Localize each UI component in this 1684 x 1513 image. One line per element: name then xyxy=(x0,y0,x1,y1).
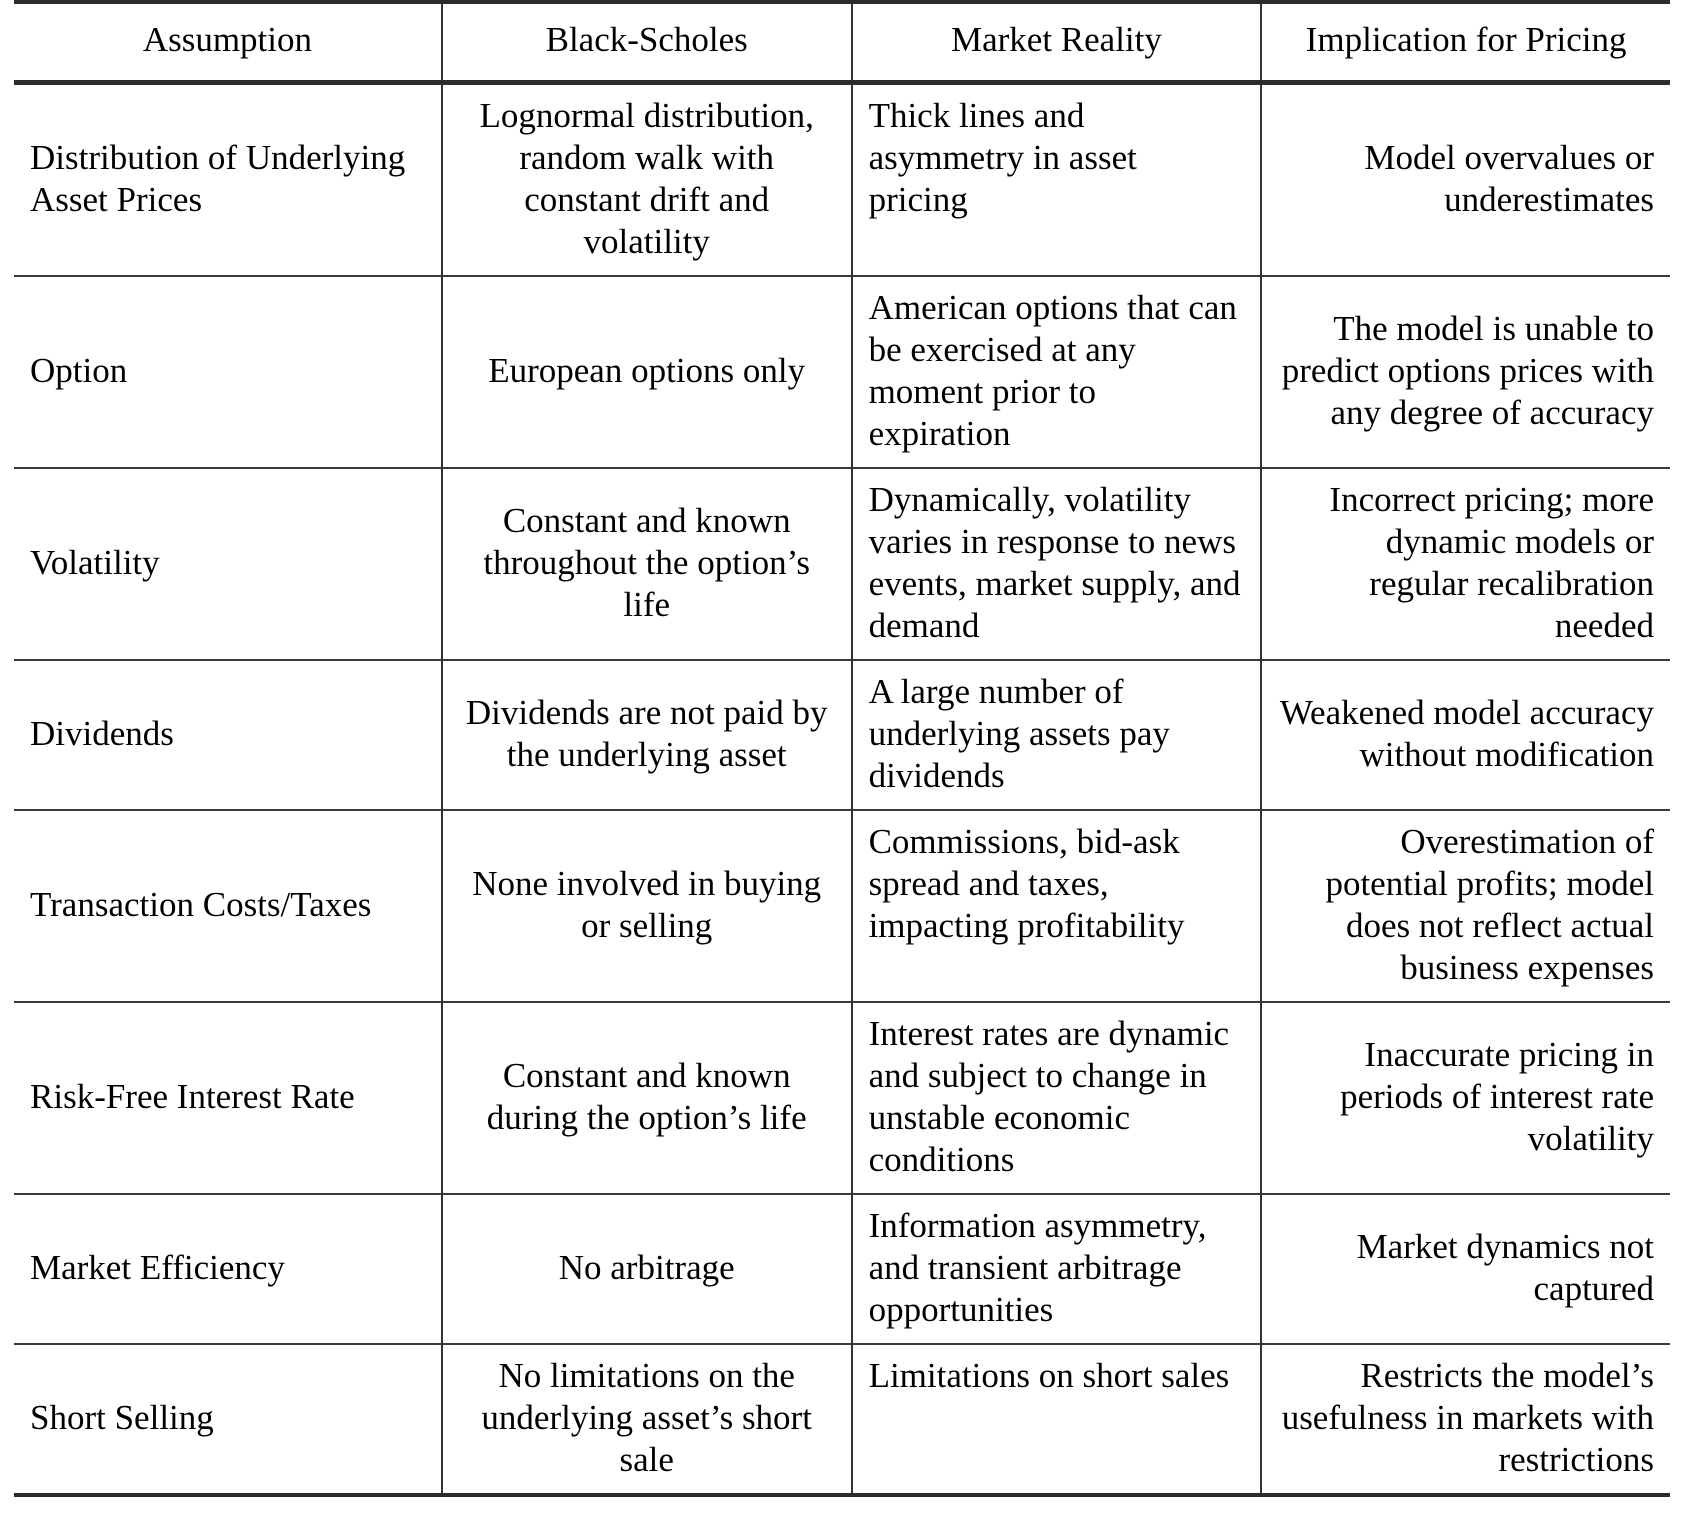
column-header-assumption: Assumption xyxy=(14,2,442,83)
cell-assumption: Transaction Costs/Taxes xyxy=(14,810,442,1002)
table-row xyxy=(14,1344,1670,1495)
cell-black-scholes: Lognormal distribution, random walk with constant drift and volatility xyxy=(442,83,852,277)
cell-black-scholes: Dividends are not paid by the underlying asset xyxy=(442,660,852,810)
cell-assumption: Distribution of Underlying Asset Prices xyxy=(30,138,406,219)
table-row xyxy=(14,810,1670,1002)
column-header-black-scholes: Black-Scholes xyxy=(442,2,852,83)
cell-black-scholes: Constant and known throughout the option’s life xyxy=(442,468,852,660)
cell-assumption: Volatility xyxy=(14,468,442,660)
cell-assumption: Dividends xyxy=(14,660,442,810)
table-row xyxy=(14,276,1670,468)
cell-assumption: Risk-Free Interest Rate xyxy=(14,1002,442,1194)
cell-market-reality: A large number of underlying assets pay dividends xyxy=(852,660,1262,810)
cell-assumption: Option xyxy=(14,276,442,468)
cell-market-reality: Information asymmetry, and transient arbitrage opportunities xyxy=(852,1194,1262,1344)
cell-assumption: Market Efficiency xyxy=(14,1194,442,1344)
column-header-implication-for-pricing: Implication for Pricing xyxy=(1261,2,1670,83)
column-header-market-reality: Market Reality xyxy=(852,2,1262,83)
cell-implication: Incorrect pricing; more dynamic models or regular recalibration needed xyxy=(1261,468,1670,660)
cell-implication: Inaccurate pricing in periods of interest rate volatility xyxy=(1261,1002,1670,1194)
table-body xyxy=(14,83,1670,1496)
cell-implication: Weakened model accuracy without modification xyxy=(1261,660,1670,810)
cell-implication: Market dynamics not captured xyxy=(1261,1194,1670,1344)
cell-market-reality: American options that can be exercised at any moment prior to expiration xyxy=(852,276,1262,468)
cell-market-reality: Dynamically, volatility varies in response to news events, market supply, and demand xyxy=(852,468,1262,660)
cell-black-scholes: Constant and known during the option’s life xyxy=(442,1002,852,1194)
cell-black-scholes: European options only xyxy=(442,276,852,468)
assumptions-comparison-table xyxy=(14,0,1670,1497)
header-row xyxy=(14,2,1670,83)
cell-black-scholes: No arbitrage xyxy=(442,1194,852,1344)
cell-market-reality: Interest rates are dynamic and subject to change in unstable economic conditions xyxy=(852,1002,1262,1194)
cell-implication: The model is unable to predict options prices with any degree of accuracy xyxy=(1261,276,1670,468)
table-row xyxy=(14,468,1670,660)
cell-market-reality: Thick lines and asymmetry in asset pricing xyxy=(852,83,1262,277)
cell-black-scholes: No limitations on the underlying asset’s short sale xyxy=(442,1344,852,1495)
cell-assumption: Short Selling xyxy=(14,1344,442,1495)
table-row xyxy=(14,1194,1670,1344)
cell-implication: Restricts the model’s usefulness in markets with restrictions xyxy=(1261,1344,1670,1495)
cell-implication: Model overvalues or underestimates xyxy=(1261,83,1670,277)
cell-black-scholes: None involved in buying or selling xyxy=(442,810,852,1002)
table-row xyxy=(14,660,1670,810)
cell-implication: Overestimation of potential profits; model does not reflect actual business expenses xyxy=(1261,810,1670,1002)
cell-market-reality: Limitations on short sales xyxy=(852,1344,1262,1495)
table-row xyxy=(14,83,1670,277)
cell-market-reality: Commissions, bid-ask spread and taxes, impacting profitability xyxy=(852,810,1262,1002)
table-header xyxy=(14,2,1670,83)
table-row xyxy=(14,1002,1670,1194)
